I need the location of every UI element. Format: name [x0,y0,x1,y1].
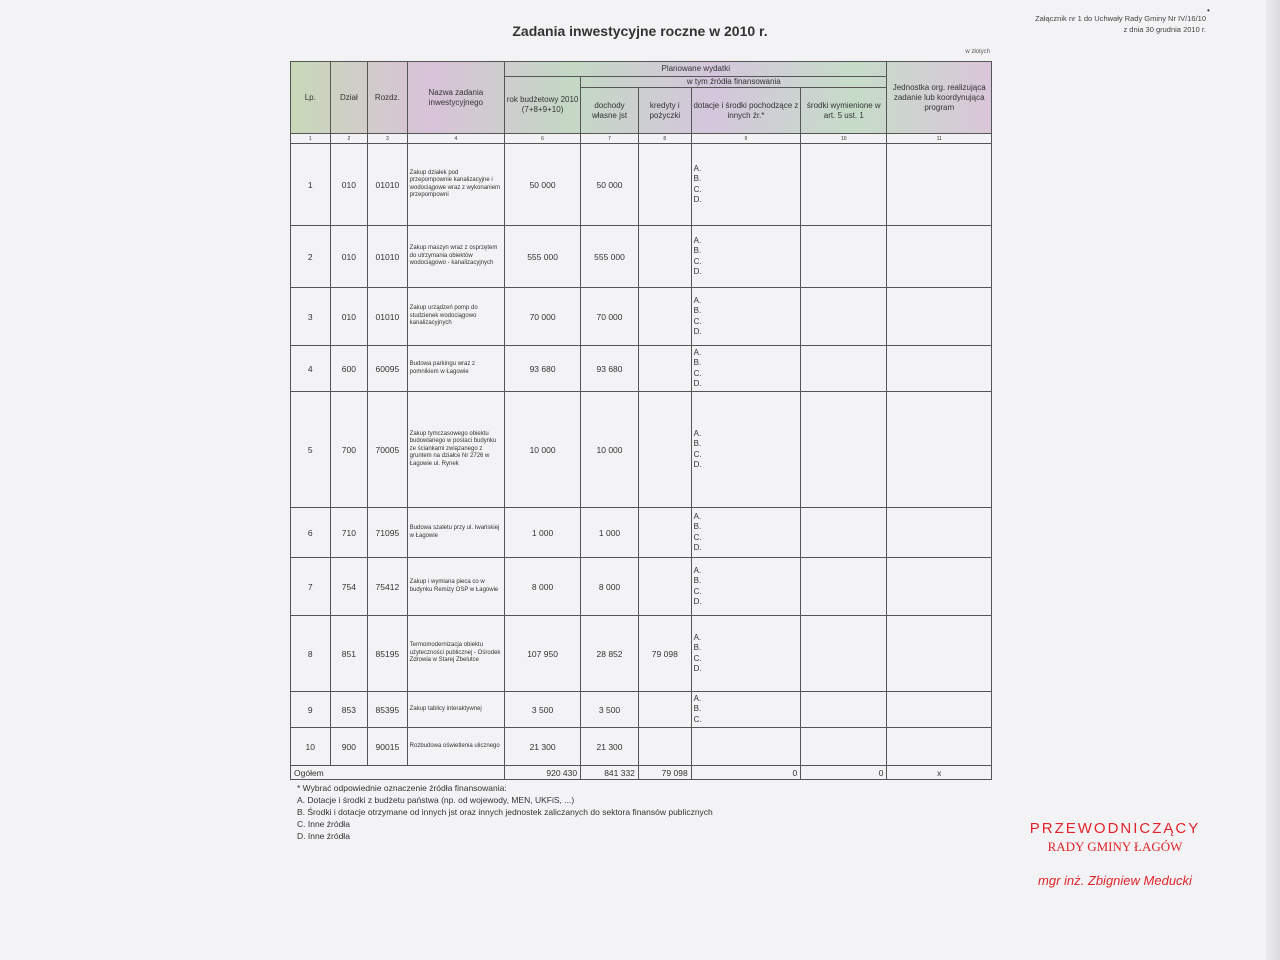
stamp-council: RADY GMINY ŁAGÓW [1047,839,1183,854]
table-row [291,508,992,558]
table-row [291,226,992,288]
row-task-name: Budowa parkingu wraz z pomnikiem w Łagowie [407,346,504,392]
corner-mark: • [1207,6,1210,15]
row-source-letters: A. B. C. D. [691,392,719,508]
row-dochody: 93 680 [581,346,639,392]
row-jednostka [887,346,992,392]
row-dzial: 754 [330,558,368,616]
row-dotacje [720,226,801,288]
row-dzial: 900 [330,728,368,766]
column-number-row [291,134,992,144]
row-rok: 93 680 [505,346,581,392]
row-rozdz: 85195 [368,616,408,692]
row-dzial: 700 [330,392,368,508]
row-srodki [801,288,887,346]
row-task-name: Budowa szaletu przy ul. Iwańskiej w Łagowie [407,508,504,558]
total-label: Ogółem [291,766,505,780]
row-rok: 107 950 [505,616,581,692]
row-dochody: 8 000 [581,558,639,616]
row-rok: 70 000 [505,288,581,346]
footnote-line: A. Dotacje i środki z budżetu państwa (np. od wojewody, MEN, UKFiS, ...) [297,795,575,805]
row-task-name: Zakup tymczasowego obiektu budowlanego w postaci budynku ze ściankami związanego z gruntem na działce Nr 2726 w Łagowie ul. Rynek [407,392,504,508]
row-task-name: Termomodernizacja obiektu użyteczności publicznej - Ośrodek Zdrowia w Starej Zbelutce [407,616,504,692]
row-dotacje [720,692,801,728]
col-number: 2 [330,134,368,144]
row-dochody: 555 000 [581,226,639,288]
row-srodki [801,226,887,288]
header-kredyty: kredyty i pożyczki [638,88,691,134]
total-dochody: 841 332 [581,766,639,780]
row-kredyty [638,692,691,728]
row-kredyty [638,392,691,508]
row-jednostka [887,508,992,558]
row-lp: 4 [291,346,331,392]
row-dochody: 3 500 [581,692,639,728]
row-lp: 3 [291,288,331,346]
footnote-line: B. Środki i dotacje otrzymane od innych jst oraz innych jednostek zaliczanych do sektora finansów publicznych [297,807,713,817]
row-dzial: 010 [330,288,368,346]
footnote-line: D. Inne źródła [297,831,350,841]
total-srodki: 0 [801,766,887,780]
row-task-name: Zakup urządzeń pomp do studzienek wodociągowo kanalizacyjnych [407,288,504,346]
row-srodki [801,728,887,766]
header-lp: Lp. [291,62,331,134]
row-lp: 9 [291,692,331,728]
table-row [291,144,992,226]
row-kredyty [638,288,691,346]
stamp-title: PRZEWODNICZĄCY [1029,820,1201,837]
footnote-line: C. Inne źródła [297,819,350,829]
row-lp: 6 [291,508,331,558]
row-task-name: Zakup działek pod przepompownie kanalizacyjne i wodociągowe wraz z wykonaniem przepompowni [407,144,504,226]
row-dochody: 10 000 [581,392,639,508]
row-task-name: Zakup tablicy interaktywnej [407,692,504,728]
table-row [291,346,992,392]
row-lp: 7 [291,558,331,616]
row-dzial: 010 [330,144,368,226]
row-srodki [801,508,887,558]
row-dochody: 50 000 [581,144,639,226]
row-rozdz: 60095 [368,346,408,392]
row-kredyty [638,346,691,392]
col-number: 1 [291,134,331,144]
total-dotacje: 0 [691,766,801,780]
row-dochody: 70 000 [581,288,639,346]
stamp-signature: mgr inż. Zbigniew Meducki [1038,873,1192,888]
row-dzial: 710 [330,508,368,558]
row-lp: 10 [291,728,331,766]
row-rozdz: 90015 [368,728,408,766]
chairman-stamp [1010,820,1220,888]
row-dzial: 851 [330,616,368,692]
row-task-name: Rozbudowa oświetlenia ulicznego [407,728,504,766]
row-lp: 5 [291,392,331,508]
row-dotacje [720,616,801,692]
row-dochody: 21 300 [581,728,639,766]
row-jednostka [887,692,992,728]
row-dotacje [720,558,801,616]
row-source-letters: A. B. C. D. [691,508,719,558]
row-srodki [801,616,887,692]
row-rok: 50 000 [505,144,581,226]
row-kredyty: 79 098 [638,616,691,692]
row-rozdz: 85395 [368,692,408,728]
header-nazwa: Nazwa zadania inwestycyjnego [407,62,504,134]
row-jednostka [887,288,992,346]
col-number: 10 [801,134,887,144]
header-dotacje: dotacje i środki pochodzące z innych źr.* [691,88,801,134]
row-jednostka [887,616,992,692]
row-rok: 3 500 [505,692,581,728]
table-row [291,288,992,346]
row-srodki [801,392,887,508]
row-dzial: 853 [330,692,368,728]
unit-label: w złotych [965,49,990,55]
row-rok: 21 300 [505,728,581,766]
header-jednostka: Jednostka org. realizująca zadanie lub koordynująca program [887,62,992,134]
row-jednostka [887,728,992,766]
row-srodki [801,144,887,226]
total-jednostka: x [887,766,992,780]
col-number: 8 [638,134,691,144]
row-dochody: 1 000 [581,508,639,558]
row-dotacje [720,346,801,392]
row-source-letters: A. B. C. D. [691,558,719,616]
row-lp: 2 [291,226,331,288]
header-srodki: środki wymienione w art. 5 ust. 1 [801,88,887,134]
header-dzial: Dział [330,62,368,134]
row-srodki [801,558,887,616]
total-row [291,766,992,780]
document-title: Zadania inwestycyjne roczne w 2010 r. [512,23,768,39]
row-rok: 8 000 [505,558,581,616]
row-source-letters [691,728,719,766]
footnote-line: * Wybrać odpowiednie oznaczenie źródła finansowania: [297,783,507,793]
row-kredyty [638,144,691,226]
row-rozdz: 75412 [368,558,408,616]
row-kredyty [638,508,691,558]
header-rok: rok budżetowy 2010 (7+8+9+10) [505,77,581,134]
row-rok: 10 000 [505,392,581,508]
footnotes [297,782,713,842]
row-srodki [801,346,887,392]
row-dotacje [720,508,801,558]
table-row [291,392,992,508]
annex-line-2: z dnia 30 grudnia 2010 r. [1123,25,1206,34]
row-task-name: Zakup i wymiana pieca co w budynku Remizy OSP w Łagowie [407,558,504,616]
row-lp: 1 [291,144,331,226]
row-dochody: 28 852 [581,616,639,692]
row-jednostka [887,226,992,288]
col-number: 9 [691,134,801,144]
row-source-letters: A. B. C. [691,692,719,728]
total-kredyty: 79 098 [638,766,691,780]
col-number: 7 [581,134,639,144]
row-dotacje [720,728,801,766]
col-number: 4 [407,134,504,144]
investment-table [290,61,992,780]
table-row [291,692,992,728]
row-source-letters: A. B. C. D. [691,288,719,346]
header-rozdz: Rozdz. [368,62,408,134]
row-dotacje [720,288,801,346]
row-rok: 555 000 [505,226,581,288]
row-jednostka [887,392,992,508]
row-source-letters: A. B. C. D. [691,616,719,692]
row-source-letters: A. B. C. D. [691,226,719,288]
row-kredyty [638,558,691,616]
header-planowane: Planowane wydatki [505,62,887,77]
row-lp: 8 [291,616,331,692]
annex-reference [930,13,1206,35]
header-dochody: dochody własne jst [581,88,639,134]
page-edge-shadow [1266,0,1280,960]
table-row [291,616,992,692]
row-dzial: 600 [330,346,368,392]
col-number: 6 [505,134,581,144]
col-number: 3 [368,134,408,144]
row-rozdz: 01010 [368,226,408,288]
row-jednostka [887,144,992,226]
annex-line-1: Załącznik nr 1 do Uchwały Rady Gminy Nr IV/16/10 [1035,14,1206,23]
row-rok: 1 000 [505,508,581,558]
row-dzial: 010 [330,226,368,288]
row-rozdz: 70005 [368,392,408,508]
table-row [291,558,992,616]
row-srodki [801,692,887,728]
row-rozdz: 01010 [368,144,408,226]
row-rozdz: 01010 [368,288,408,346]
row-kredyty [638,226,691,288]
row-kredyty [638,728,691,766]
row-rozdz: 71095 [368,508,408,558]
row-source-letters: A. B. C. D. [691,144,719,226]
row-jednostka [887,558,992,616]
table-row [291,728,992,766]
row-dotacje [720,392,801,508]
header-w-tym: w tym źródła finansowania [581,77,887,88]
col-number: 11 [887,134,992,144]
row-source-letters: A. B. C. D. [691,346,719,392]
row-dotacje [720,144,801,226]
total-rok: 920 430 [505,766,581,780]
row-task-name: Zakup maszyn wraz z osprzętem do utrzymania obiektów wodociągowo - kanalizacyjnych [407,226,504,288]
